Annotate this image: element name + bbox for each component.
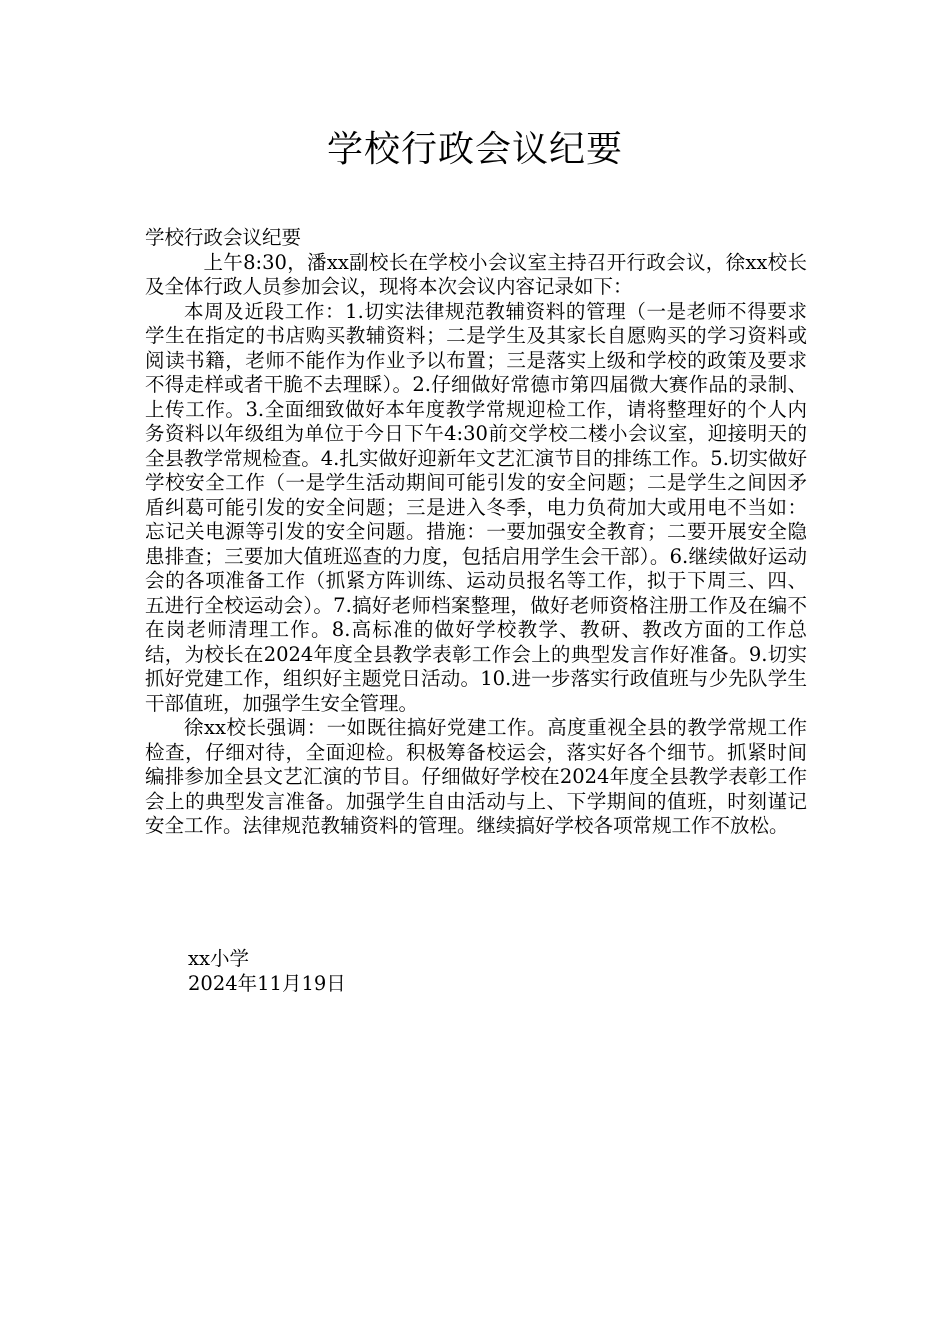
document-body [145,226,807,839]
paragraph-principal-remarks: 徐xx校长强调：一如既往搞好党建工作。高度重视全县的教学常规工作检查，仔细对待，全面迎检。积极筹备校运会，落实好各个细节。抓紧时间编排参加全县文艺汇演的节目。仔细做好学校在2024年度全县教学表彰工作会上的典型发言准备。加强学生自由活动与上、下学期间的值班，时刻谨记安全工作。法律规范教辅资料的管理。继续搞好学校各项常规工作不放松。 [145,716,807,837]
paragraph-intro: 上午8:30，潘xx副校长在学校小会议室主持召开行政会议，徐xx校长及全体行政人员参加会议，现将本次会议内容记录如下： [145,250,807,298]
signature-date: 2024年11月19日 [188,971,346,995]
paragraph-work-items: 本周及近段工作：1.切实法律规范教辅资料的管理（一是老师不得要求学生在指定的书店购买教辅资料；二是学生及其家长自愿购买的学习资料或阅读书籍，老师不能作为作业予以布置；三是落实上级和学校的政策及要求不得走样或者干脆不去理睬）。2.仔细做好常德市第四届微大赛作品的录制、上传工作。3.全面细致做好本年度教学常规迎检工作，请将整理好的个人内务资料以年级组为单位于今日下午4:30前交学校二楼小会议室，迎接明天的全县教学常规检查。4.扎实做好迎新年文艺汇演节目的排练工作。5.切实做好学校安全工作（一是学生活动期间可能引发的安全问题；二是学生之间因矛盾纠葛可能引发的安全问题；三是进入冬季，电力负荷加大或用电不当如：忘记关电源等引发的安全问题。措施：一要加强安全教育；二要开展安全隐患排查；三要加大值班巡查的力度，包括启用学生会干部）。6.继续做好运动会的各项准备工作（抓紧方阵训练、运动员报名等工作，拟于下周三、四、五进行全校运动会）。7.搞好老师档案整理，做好老师资格注册工作及在编不在岗老师清理工作。8.高标准的做好学校教学、教研、教改方面的工作总结，为校长在2024年度全县教学表彰工作会上的典型发言作好准备。9.切实抓好党建工作，组织好主题党日活动。10.进一步落实行政值班与少先队学生干部值班，加强学生安全管理。 [145,299,807,715]
document-subtitle: 学校行政会议纪要 [145,226,302,249]
signature-block [188,947,346,996]
signature-school: xx小学 [188,947,249,970]
page-title: 学校行政会议纪要 [326,129,623,170]
